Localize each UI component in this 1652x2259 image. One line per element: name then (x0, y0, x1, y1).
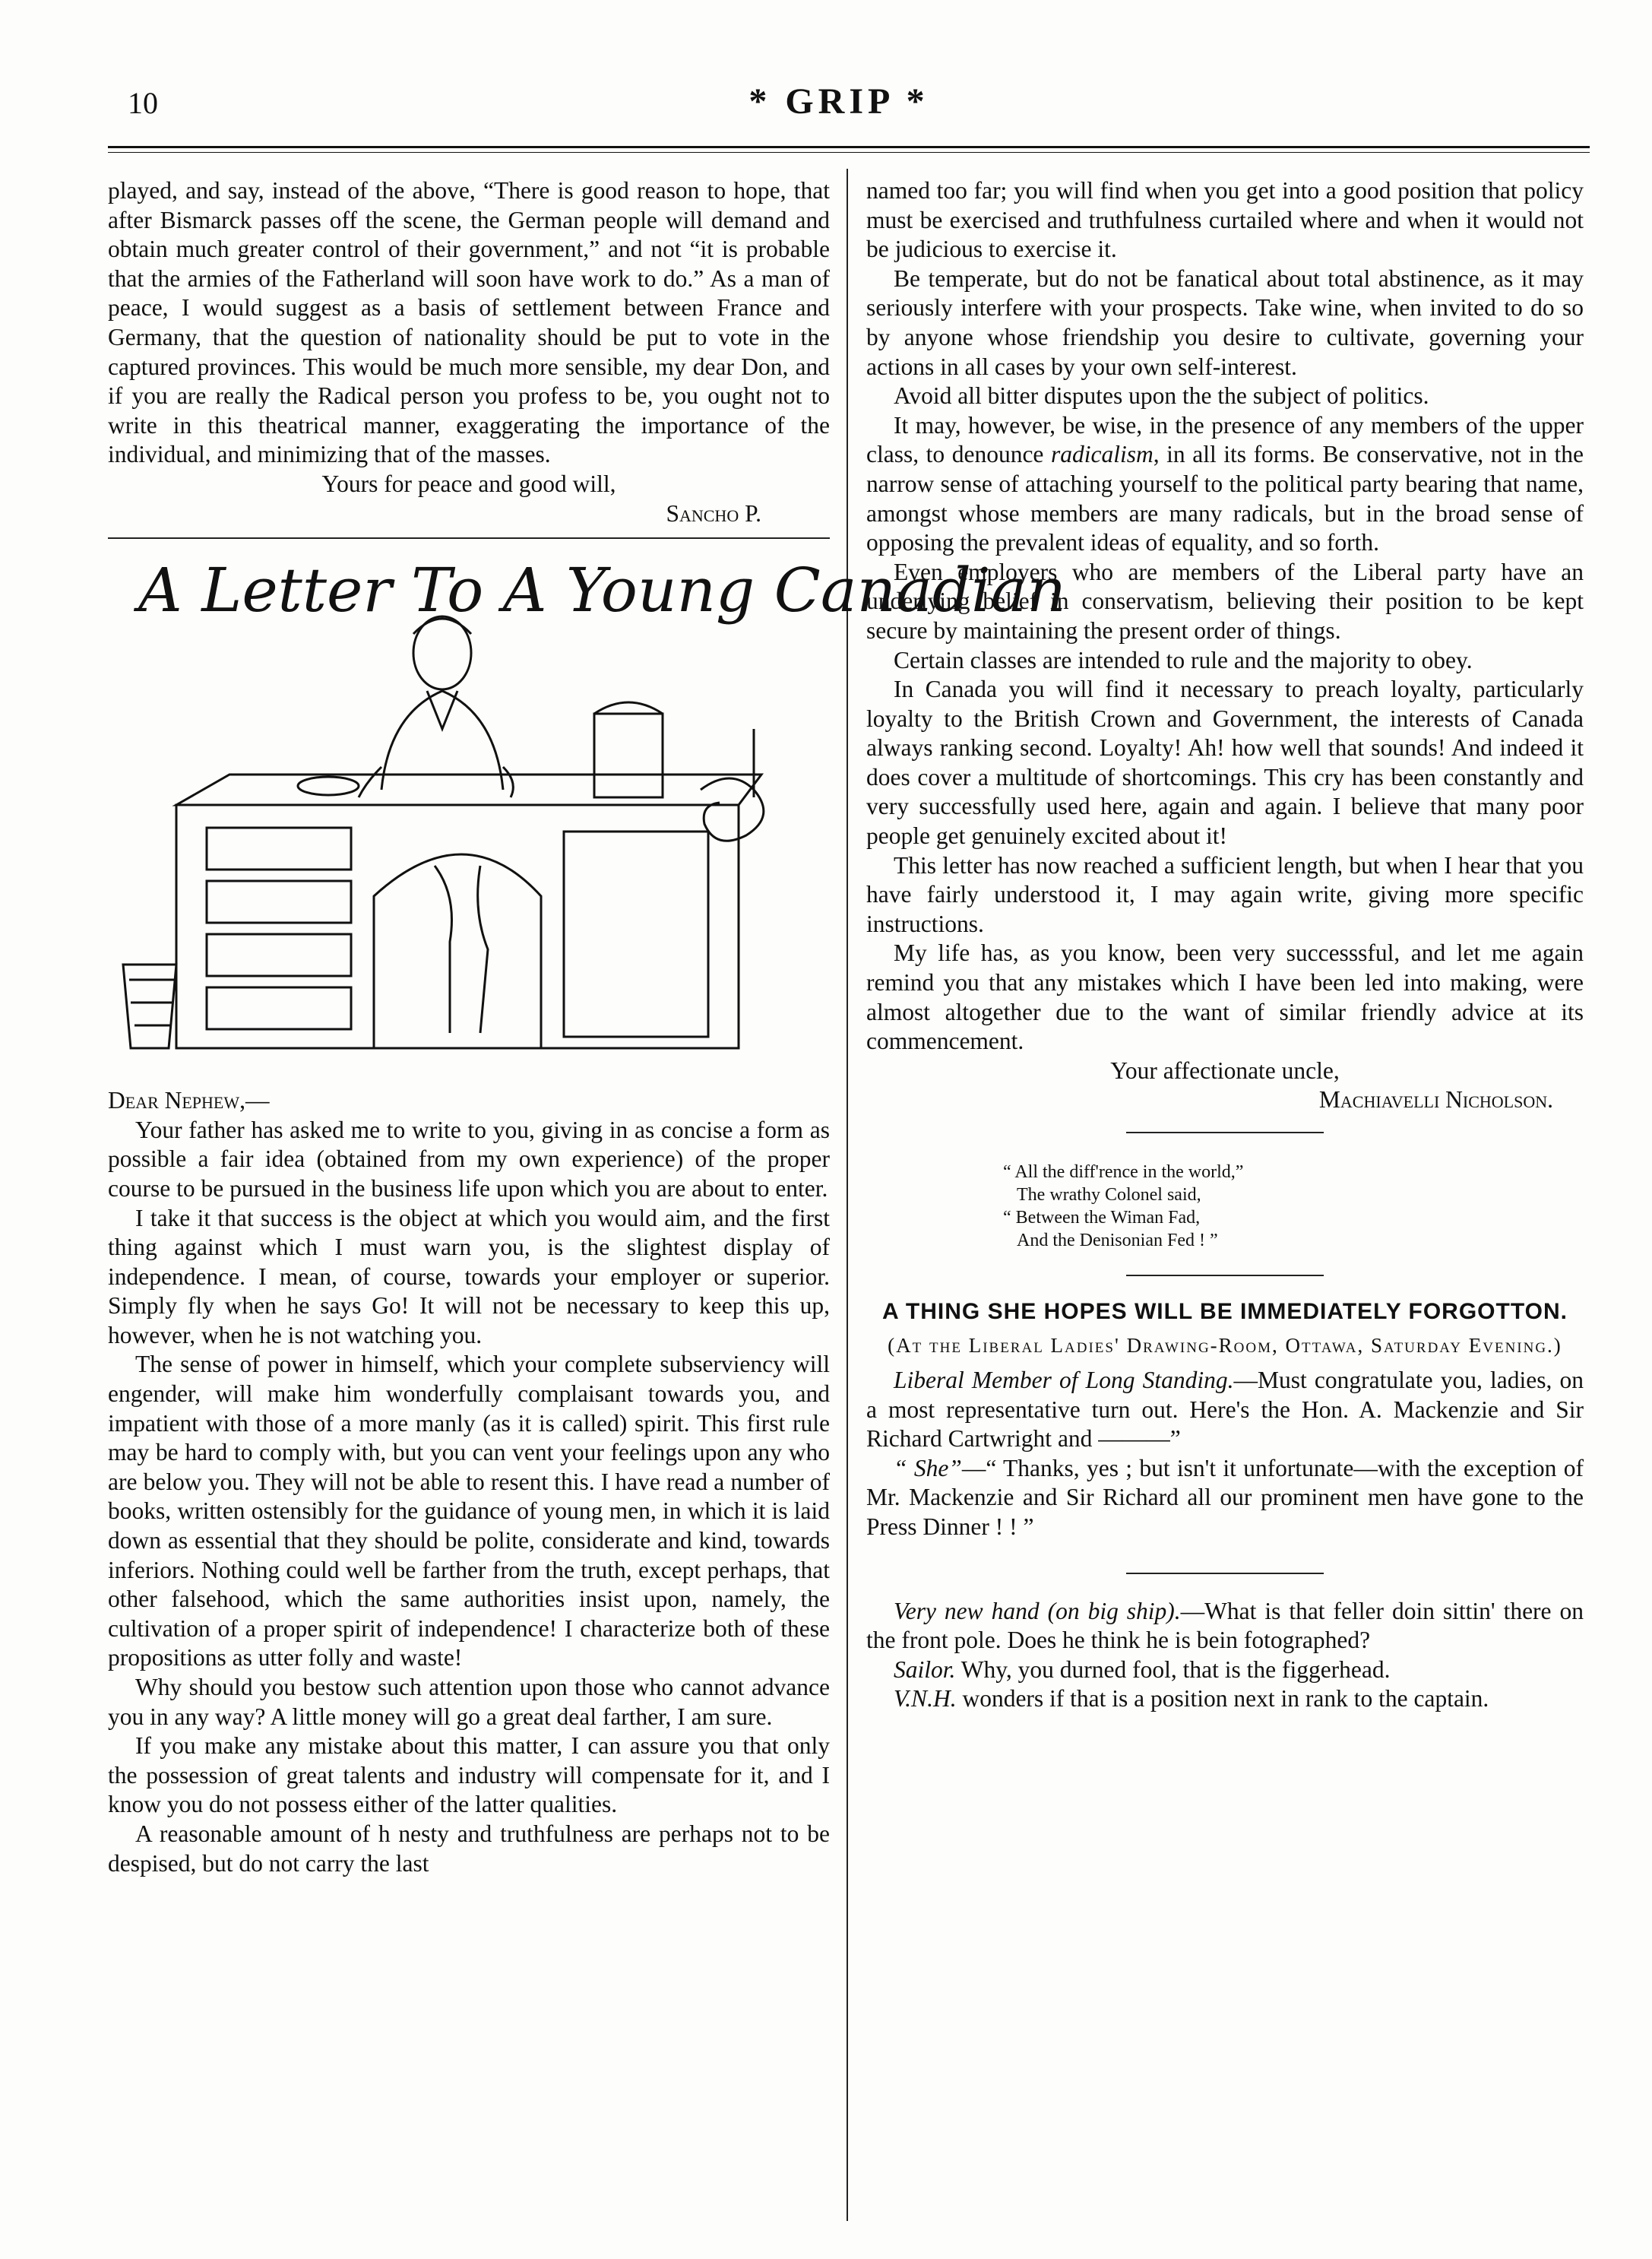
text-span: Why, you durned fool, that is the figgerhead. (955, 1655, 1391, 1683)
emphasis: radicalism (1050, 441, 1154, 468)
speaker: Very new hand (on big ship). (894, 1597, 1181, 1624)
signature: Machiavelli Nicholson. (1318, 1086, 1553, 1114)
speaker: V.N.H. (894, 1685, 957, 1712)
right-paragraph-3: Avoid all bitter disputes upon the the subject of politics. (894, 382, 1429, 410)
header-rule-thin (108, 152, 1590, 153)
closing-line: Your affectionate uncle, (1110, 1057, 1340, 1084)
right-column (866, 176, 1584, 1714)
section-rule (1126, 1275, 1324, 1276)
page-header (91, 70, 1587, 131)
left-paragraph-4: The sense of power in himself, which your complete subserviency will engender, will make him wonderfully complaisant towards you, and impatient with those of a more manly (as it is called) spirit. This first rule may be hard to comply with, but you can vent your feelings upon any who are below you. They will not be able to resent this. I have read a number of books, written ostensibly for the guidance of young men, in which it is laid down as essential that they should be polite, considerate and kind, towards inferiors. Nothing could well be farther from the truth, except perhaps, that other falsehood, which the same authorities insist upon, namely, the cultivation of a proper spirit of independence! I characterize both of these propositions as utter folly and waste! (108, 1351, 830, 1671)
verse-line: “ All the diff'rence in the world,” (1003, 1162, 1244, 1182)
left-paragraph-1: played, and say, instead of the above, “There is good reason to hope, that after Bismarck passes off the scene, the German people will demand and obtain much greater control of their government,” and not “it is probable that the armies of the Fatherland will soon have work to do.” As a man of peace, I would suggest as a basis of settlement between France and Germany, that the question of nationality should be put to vote in the captured provinces. This would be much more sensible, my dear Don, and if you are really the Radical person you profess to be, you ought not to write in this theatrical manner, exaggerating the importance of the individual, and minimizing that of the masses. (108, 177, 830, 468)
masthead: * GRIP * (748, 81, 929, 122)
dialogue-1 (866, 1366, 1584, 1454)
left-paragraph-7: A reasonable amount of h nesty and truthfulness are perhaps not to be despised, but do not carry the last (108, 1820, 830, 1877)
text-span: , in all its forms. Be conservative, not in the narrow sense of attaching yourself to the political party bearing that name, amongst whose members are many radicals, but in the broad sense of opposing the prevalent ideas of equality, and so forth. (866, 441, 1584, 556)
page-number: 10 (128, 86, 158, 120)
right-paragraph-4 (866, 411, 1584, 558)
header-rule (108, 146, 1590, 148)
right-paragraph-5: Even employers who are members of the Liberal party have an underlying belief in conservatism, believing their position to be kept secure by maintaining the present order of things. (866, 558, 1584, 644)
section-rule (1126, 1573, 1324, 1574)
dialogue-2 (866, 1454, 1584, 1542)
left-paragraph-5: Why should you bestow such attention upon those who cannot advance you in any way? A little money will go a great deal farther, I am sure. (108, 1674, 830, 1730)
dialogue-5 (866, 1684, 1584, 1714)
dialogue-4 (866, 1655, 1584, 1685)
salutation: Dear Nephew,— (108, 1087, 270, 1114)
left-paragraph-3: I take it that success is the object at which you would aim, and the first thing against which I must warn you, is the slightest display of independence. I mean, of course, towards your employer or superior. Simply fly when he says Go! It will not be necessary to keep this up, however, when he is not watching you. (108, 1204, 830, 1348)
verse-line: And the Denisonian Fed ! ” (1017, 1231, 1218, 1250)
signature: Sancho P. (666, 499, 761, 527)
right-paragraph-1: named too far; you will find when you get into a good position that policy must be exercised and truthfulness curtailed where and when it would not be judicious to exercise it. (866, 177, 1584, 263)
text-span: wonders if that is a position next in rank to the captain. (956, 1685, 1489, 1712)
speaker: Sailor. (894, 1655, 956, 1683)
subheadline: (At the Liberal Ladies' Drawing-Room, Ottawa, Saturday Evening.) (888, 1334, 1562, 1357)
right-paragraph-9: My life has, as you know, been very successsful, and let me again remind you that any mistakes which I have been led into making, were almost altogether due to the want of similar friendly advice at its commencement. (866, 939, 1584, 1055)
verse-line: The wrathy Colonel said, (1017, 1185, 1201, 1205)
headline: A THING SHE HOPES WILL BE IMMEDIATELY FORGOTTON. (882, 1299, 1568, 1324)
right-paragraph-8: This letter has now reached a sufficient length, but when I hear that you have fairly understood it, I may again write, giving more specific instructions. (866, 851, 1584, 937)
section-rule (1126, 1132, 1324, 1133)
verse (866, 1161, 1584, 1252)
dialogue-3 (866, 1597, 1584, 1655)
text-span: —“ Thanks, yes ; but isn't it unfortunate—with the exception of Mr. Mackenzie and Sir Richard all our prominent men have gone to the Press Dinner ! ! ” (866, 1454, 1584, 1540)
illustration (108, 539, 1066, 1086)
right-paragraph-2: Be temperate, but do not be fanatical about total abstinence, as it may seriously interfere with your prospects. Take wine, when invited to do so by anyone whose friendship you desire to cultivate, governing your actions in all cases by your own self-interest. (866, 265, 1584, 380)
left-paragraph-6: If you make any mistake about this matter, I can assure you that only the possession of great talents and industry will compensate for it, and I know you do not possess either of the latter qualities. (108, 1732, 830, 1818)
text-span: It may, however, be wise, in the presence of any members of the upper class, to denounce (866, 411, 1584, 468)
left-paragraph-2: Your father has asked me to write to you, giving in as concise a form as possible a fair idea (obtained from my own experience) of the proper course to be pursued in the business life upon which you are about to enter. (108, 1116, 830, 1202)
text-span: —What is that feller doin sittin' there on the front pole. Does he think he is bein fotographed? (866, 1597, 1584, 1654)
speaker: “ She” (894, 1454, 962, 1481)
right-paragraph-7: In Canada you will find it necessary to preach loyalty, particularly loyalty to the British Crown and Government, the interests of Canada always ranking second. Loyalty! Ah! how well that sounds! And indeed it does cover a multitude of shortcomings. This cry has been constantly and very successfully used here, again and again. I believe that many poor people get genuinely excited about it! (866, 676, 1584, 850)
right-paragraph-6: Certain classes are intended to rule and the majority to obey. (894, 646, 1473, 673)
illustration-title: A Letter To A Young Canadian (138, 555, 1066, 626)
speaker: Liberal Member of Long Standing. (894, 1367, 1234, 1393)
verse-line: “ Between the Wiman Fad, (1003, 1208, 1201, 1228)
closing-line: Yours for peace and good will, (321, 470, 616, 497)
text-span: —Must congratulate you, ladies, on a most representative turn out. Here's the Hon. A. Mackenzie and Sir Richard Cartwright and ———” (866, 1367, 1584, 1453)
cartoon-illustration (108, 539, 1066, 1086)
column-divider (847, 169, 848, 2221)
